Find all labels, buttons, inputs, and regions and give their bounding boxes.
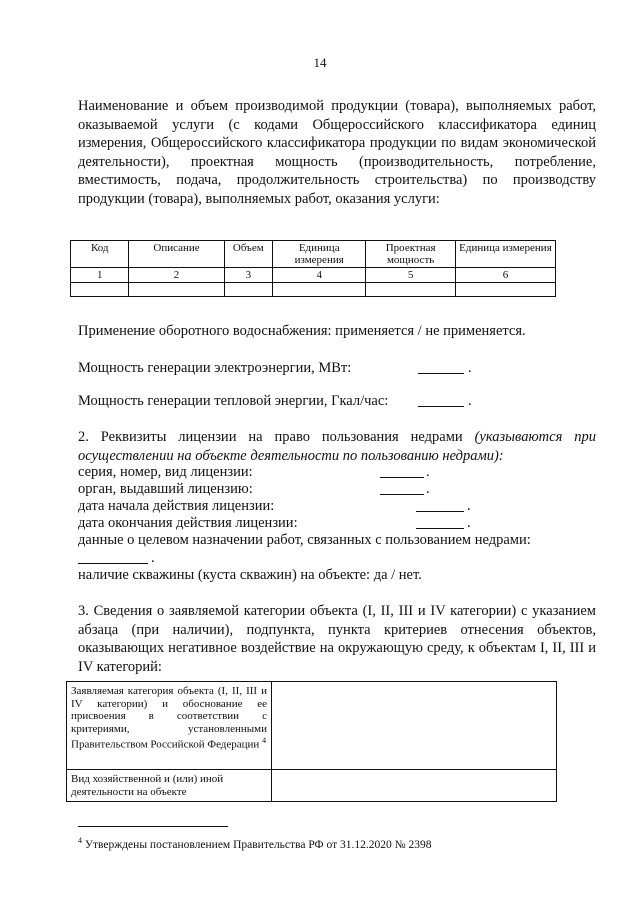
period-mark: . — [151, 550, 155, 566]
footnote-ref: 4 — [262, 736, 267, 745]
section-2-heading-note: (указываются при осуществлении на объекте деятельности по пользованию недрами): — [78, 429, 597, 464]
table-number-row — [71, 268, 556, 283]
license-end-blank — [416, 528, 464, 529]
category-label-cell — [67, 682, 272, 770]
license-issuer-label: орган, выдавший лицензию: — [78, 481, 253, 497]
category-label: Заявляемая категория объекта (I, II, III и IV категории) и обоснование ее присвоения в соответствии с критериями, установленными Правительством Российской Федерации — [71, 685, 267, 751]
activity-label: Вид хозяйственной и (или) иной деятельности на объекте — [71, 773, 224, 798]
period-mark: . — [468, 393, 472, 409]
license-end-label: дата окончания действия лицензии: — [78, 515, 298, 531]
license-issuer-line — [78, 480, 430, 498]
col-number-5: 5 — [366, 268, 456, 283]
col-number-6: 6 — [455, 268, 555, 283]
table-cell — [71, 283, 129, 297]
period-mark: . — [468, 360, 472, 376]
section-2-heading-text: 2. Реквизиты лицензии на право пользования недрами — [78, 429, 463, 445]
table-cell — [129, 283, 224, 297]
table-cell — [273, 283, 366, 297]
col-number-1: 1 — [71, 268, 129, 283]
wells-line: наличие скважины (куста скважин) на объекте: да / нет. — [78, 567, 422, 583]
license-series-label: серия, номер, вид лицензии: — [78, 464, 253, 480]
col-number-2: 2 — [129, 268, 224, 283]
power-generation-label: Мощность генерации электроэнергии, МВт: — [78, 360, 352, 376]
license-end-line — [78, 514, 471, 532]
activity-label-cell — [67, 770, 272, 802]
page-number: 14 — [313, 55, 327, 70]
section-3-paragraph: 3. Сведения о заявляемой категории объекта (I, II, III и IV категории) с указанием абзаца (при наличии), подпункта, пункта критериев отнесения объектов, оказывающих негативное воздействие на окружающую среду, к объектам I, II, III и IV категорий: — [78, 603, 596, 675]
activity-value-cell — [272, 770, 557, 802]
section-2-heading — [78, 428, 596, 465]
header-unit: Единица измерения — [273, 241, 366, 268]
footnote-marker: 4 — [78, 836, 82, 845]
heat-value-blank — [418, 406, 464, 407]
header-capacity: Проектная мощность — [366, 241, 456, 268]
license-series-line — [78, 463, 430, 481]
license-start-label: дата начала действия лицензии: — [78, 498, 275, 514]
table-empty-row — [71, 283, 556, 297]
col-number-3: 3 — [224, 268, 272, 283]
category-table — [66, 681, 557, 802]
table-cell — [224, 283, 272, 297]
category-value-cell — [272, 682, 557, 770]
header-description: Описание — [129, 241, 224, 268]
header-code: Код — [71, 241, 129, 268]
license-start-line — [78, 497, 471, 515]
intro-paragraph: Наименование и объем производимой продукции (товара), выполняемых работ, оказываемой услуги (с кодами Общероссийского классификатора единиц измерения, Общероссийского классификатора продукции по видам экономической деятельности), проектная мощность (производительность, потребление, вместимость, подача, продолжительность строительства) по производству продукции (товара), выполняемых работ, оказания услуги: — [78, 98, 596, 207]
table-cell — [455, 283, 555, 297]
col-number-4: 4 — [273, 268, 366, 283]
power-value-blank — [418, 373, 464, 374]
heat-generation-label: Мощность генерации тепловой энергии, Гкал/час: — [78, 393, 389, 409]
footnote-divider — [78, 826, 228, 827]
water-supply-line: Применение оборотного водоснабжения: применяется / не применяется. — [78, 323, 526, 339]
table-cell — [366, 283, 456, 297]
period-mark: . — [426, 464, 430, 480]
table-header-row — [71, 241, 556, 268]
license-start-blank — [416, 511, 464, 512]
purpose-blank — [78, 563, 148, 564]
header-capacity-unit: Единица измерения — [455, 241, 555, 268]
footnote-text: Утверждены постановлением Правительства РФ от 31.12.2020 № 2398 — [84, 838, 432, 851]
products-table — [70, 240, 556, 297]
power-generation-line — [78, 359, 472, 377]
period-mark: . — [426, 481, 430, 497]
table-row — [67, 770, 557, 802]
period-mark: . — [467, 498, 471, 514]
heat-generation-line — [78, 392, 472, 410]
header-volume: Объем — [224, 241, 272, 268]
license-series-blank — [380, 477, 424, 478]
license-issuer-blank — [380, 494, 424, 495]
purpose-line: данные о целевом назначении работ, связанных с пользованием недрами: — [78, 532, 531, 548]
period-mark: . — [467, 515, 471, 531]
table-row — [67, 682, 557, 770]
footnote — [78, 836, 431, 851]
